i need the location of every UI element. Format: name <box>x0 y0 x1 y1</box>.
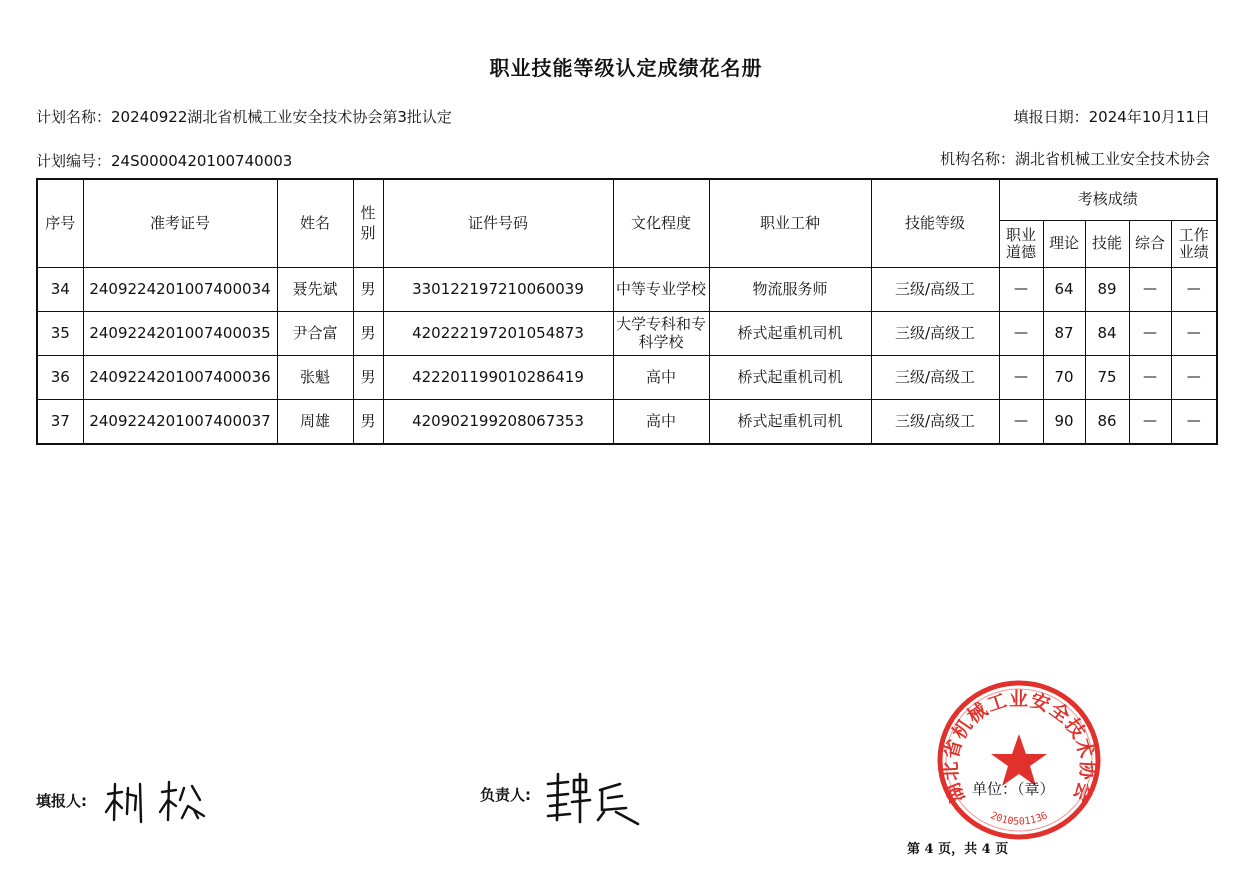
seal-number: 2010501136 <box>988 810 1050 828</box>
unit-stamp-label: 单位：（章） <box>972 780 1055 798</box>
cell-occupation: 桥式起重机司机 <box>709 400 871 444</box>
header-work-performance-text: 工作业绩 <box>1178 225 1209 261</box>
org-name-line <box>940 148 1210 169</box>
header-gender-text: 性别 <box>360 204 376 242</box>
cell-ethics: — <box>999 268 1043 312</box>
official-seal <box>934 676 1104 844</box>
table-row <box>37 268 1217 312</box>
cell-comprehensive: — <box>1129 356 1171 400</box>
cell-occupation: 桥式起重机司机 <box>709 312 871 356</box>
responsible-label: 负责人: <box>480 786 531 804</box>
header-skill: 技能 <box>1085 221 1129 268</box>
svg-text:2010501136 <box>989 810 1050 827</box>
cell-work-performance: — <box>1171 400 1217 444</box>
header-ethics <box>999 221 1043 268</box>
cell-gender: 男 <box>353 312 383 356</box>
cell-work-performance: — <box>1171 356 1217 400</box>
cell-id-number: 420222197201054873 <box>383 312 613 356</box>
cell-id-number: 422201199010286419 <box>383 356 613 400</box>
cell-seq: 37 <box>37 400 83 444</box>
cell-ethics: — <box>999 356 1043 400</box>
cell-ethics: — <box>999 400 1043 444</box>
cell-theory: 87 <box>1043 312 1085 356</box>
header-seq: 序号 <box>37 179 83 268</box>
cell-theory: 90 <box>1043 400 1085 444</box>
header-name: 姓名 <box>277 179 353 268</box>
seal-drawing <box>934 676 1104 844</box>
plan-name-line <box>36 106 452 127</box>
cell-skill: 84 <box>1085 312 1129 356</box>
filler-signature <box>100 774 210 834</box>
table-row <box>37 356 1217 400</box>
cell-ticket: 2409224201007400034 <box>83 268 277 312</box>
plan-name-value: 20240922湖北省机械工业安全技术协会第3批认定 <box>111 108 452 126</box>
seal-text: 湖北省机械工业安全技术协会 <box>939 688 1099 806</box>
score-table <box>36 178 1218 445</box>
cell-theory: 70 <box>1043 356 1085 400</box>
fill-date-value: 2024年10月11日 <box>1088 108 1210 126</box>
filler-label: 填报人: <box>36 792 87 810</box>
table-row <box>37 400 1217 444</box>
responsible-signature <box>542 770 652 834</box>
org-name-value: 湖北省机械工业安全技术协会 <box>1014 150 1210 168</box>
cell-seq: 36 <box>37 356 83 400</box>
header-skill-level: 技能等级 <box>871 179 999 268</box>
cell-name: 尹合富 <box>277 312 353 356</box>
cell-education <box>613 312 709 356</box>
cell-comprehensive: — <box>1129 312 1171 356</box>
header-ticket: 准考证号 <box>83 179 277 268</box>
cell-name: 张魁 <box>277 356 353 400</box>
cell-education-text: 中等专业学校 <box>616 279 707 298</box>
cell-gender: 男 <box>353 400 383 444</box>
header-comprehensive: 综合 <box>1129 221 1171 268</box>
plan-number-label: 计划编号： <box>36 152 112 170</box>
cell-skill: 89 <box>1085 268 1129 312</box>
responsible-signature-drawing <box>542 770 652 830</box>
cell-theory: 64 <box>1043 268 1085 312</box>
header-occupation: 职业工种 <box>709 179 871 268</box>
cell-gender: 男 <box>353 356 383 400</box>
cell-ticket: 2409224201007400036 <box>83 356 277 400</box>
fill-date-line <box>1014 106 1210 127</box>
cell-skill-level: 三级/高级工 <box>871 356 999 400</box>
plan-number-line <box>36 150 292 171</box>
header-ethics-text: 职业道德 <box>1006 225 1037 261</box>
org-name-label: 机构名称： <box>939 150 1015 168</box>
cell-work-performance: — <box>1171 312 1217 356</box>
cell-comprehensive: — <box>1129 268 1171 312</box>
cell-education: 高中 <box>613 356 709 400</box>
cell-skill: 75 <box>1085 356 1129 400</box>
plan-number-value: 24S0000420100740003 <box>111 152 293 170</box>
cell-name: 聂先斌 <box>277 268 353 312</box>
header-education: 文化程度 <box>613 179 709 268</box>
plan-name-label: 计划名称： <box>36 108 112 126</box>
cell-skill-level: 三级/高级工 <box>871 312 999 356</box>
fill-date-label: 填报日期： <box>1013 108 1089 126</box>
cell-skill: 86 <box>1085 400 1129 444</box>
cell-seq: 34 <box>37 268 83 312</box>
cell-occupation: 桥式起重机司机 <box>709 356 871 400</box>
header-id-number: 证件号码 <box>383 179 613 268</box>
cell-work-performance: — <box>1171 268 1217 312</box>
header-scores: 考核成绩 <box>999 179 1217 221</box>
cell-gender: 男 <box>353 268 383 312</box>
document-title: 职业技能等级认定成绩花名册 <box>489 56 763 80</box>
header-gender <box>353 179 383 268</box>
cell-education <box>613 268 709 312</box>
page-info: 第 4 页，共 4 页 <box>907 842 1009 857</box>
cell-seq: 35 <box>37 312 83 356</box>
cell-skill-level: 三级/高级工 <box>871 268 999 312</box>
cell-comprehensive: — <box>1129 400 1171 444</box>
table-row <box>37 312 1217 356</box>
cell-education: 高中 <box>613 400 709 444</box>
cell-occupation: 物流服务师 <box>709 268 871 312</box>
cell-ticket: 2409224201007400035 <box>83 312 277 356</box>
cell-id-number: 420902199208067353 <box>383 400 613 444</box>
filler-signature-drawing <box>100 774 210 830</box>
cell-education-text: 大学专科和专科学校 <box>616 315 707 351</box>
cell-name: 周雄 <box>277 400 353 444</box>
cell-ticket: 2409224201007400037 <box>83 400 277 444</box>
cell-id-number: 330122197210060039 <box>383 268 613 312</box>
header-work-performance <box>1171 221 1217 268</box>
header-theory: 理论 <box>1043 221 1085 268</box>
cell-ethics: — <box>999 312 1043 356</box>
cell-skill-level: 三级/高级工 <box>871 400 999 444</box>
